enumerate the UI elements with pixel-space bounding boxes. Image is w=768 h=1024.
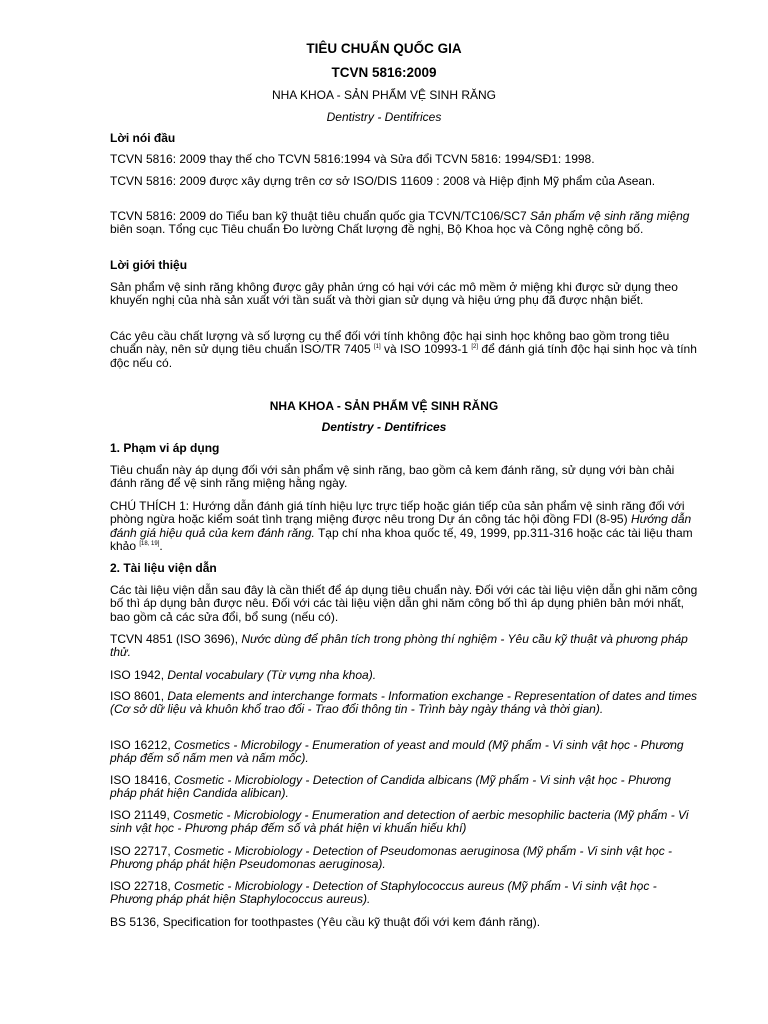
reference-item: ISO 18416, Cosmetic - Microbiology - Detection of Candida albicans (Mỹ phẩm - Vi sinh vật học - Phương pháp phát hiện Candida alibican). [110,773,671,801]
reference-item: ISO 22718, Cosmetic - Microbiology - Detection of Staphylococcus aureus (Mỹ phẩm - Vi sinh vật học - Phương pháp phát hiện Staphylococcus aureus). [110,879,657,907]
foreword-paragraph-2: TCVN 5816: 2009 được xây dựng trên cơ sở ISO/DIS 11609 : 2008 và Hiệp định Mỹ phẩm của Asean. [110,174,656,188]
standard-code: TCVN 5816:2009 [331,65,437,80]
reference-item: ISO 21149, Cosmetic - Microbiology - Enumeration and detection of aerbic mesophilic bacteria (Mỹ phẩm - Vi sinh vật học - Phương pháp đếm số và phát hiện vi khuẩn hiếu khí) [110,808,689,836]
reference-item: ISO 16212, Cosmetics - Microbilogy - Enumeration of yeast and mould (Mỹ phẩm - Vi sinh vật học - Phương pháp đếm số nấm men và nấm mốc). [110,738,684,766]
reference-item: ISO 22717, Cosmetic - Microbiology - Detection of Pseudomonas aeruginosa (Mỹ phẩm - Vi sinh vật học - Phương pháp phát hiện Pseudomonas aeruginosa). [110,844,673,872]
references-heading: 2. Tài liệu viện dẫn [110,561,217,575]
document-subtitle: NHA KHOA - SẢN PHẨM VỆ SINH RĂNG [271,88,497,102]
foreword-paragraph-1: TCVN 5816: 2009 thay thế cho TCVN 5816:1994 và Sửa đổi TCVN 5816: 1994/SĐ1: 1998. [110,152,595,166]
reference-item: ISO 8601, Data elements and interchange formats - Information exchange - Representation of dates and times (Cơ sở dữ liệu và khuôn khổ trao đổi - Trao đổi thông tin - Trình bày ngày tháng và thời gian). [110,689,698,717]
section-title: NHA KHOA - SẢN PHẨM VỆ SINH RĂNG [269,399,499,413]
scope-paragraph: Tiêu chuẩn này áp dụng đối với sản phẩm vệ sinh răng, bao gồm cả kem đánh răng, sử dụng với bàn chải đánh răng để vệ sinh răng miệng hằng ngày. [110,463,675,491]
intro-heading: Lời giới thiệu [110,258,188,272]
reference-item-last: BS 5136, Specification for toothpastes (Yêu cầu kỹ thuật đối với kem đánh răng). [110,915,541,929]
document-title: TIÊU CHUẨN QUỐC GIA [306,41,462,56]
document-subtitle-en: Dentistry - Dentifrices [326,110,442,124]
foreword-heading: Lời nói đầu [110,131,176,145]
scope-note: CHÚ THÍCH 1: Hướng dẫn đánh giá tính hiệu lực trực tiếp hoặc gián tiếp của sản phẩm vệ sinh răng đối với phòng ngừa hoặc kiểm soát tình trạng miệng được nêu trong Dự án công tác hội đồng FDI (8-95) Hướng dẫn đánh giá hiệu quả của kem đánh răng. Tạp chí nha khoa quốc tế, 49, 1999, pp.311-316 hoặc các tài liệu tham khảo [18, 19]. [110,499,693,554]
intro-paragraph-2: Các yêu cầu chất lượng và số lượng cụ thể đối với tính không độc hại sinh học không bao gồm trong tiêu chuẩn này, nên sử dụng tiêu chuẩn ISO/TR 7405 [1] và ISO 10993-1 [2] để đánh giá tính độc hại sinh học và tính độc nếu có. [110,329,697,370]
intro-paragraph-1: Sản phẩm vệ sinh răng không được gây phản ứng có hại với các mô mềm ở miệng khi được sử dụng theo khuyến nghị của nhà sản xuất với tần suất và thời gian sử dụng và hiệu ứng phụ đã được nhận biết. [110,280,678,308]
reference-item: TCVN 4851 (ISO 3696), Nước dùng để phân tích trong phòng thí nghiệm - Yêu cầu kỹ thuật và phương pháp thử. [110,632,688,660]
reference-item: ISO 1942, Dental vocabulary (Từ vựng nha khoa). [110,668,377,682]
scope-heading: 1. Phạm vi áp dụng [110,441,220,455]
foreword-paragraph-3: TCVN 5816: 2009 do Tiểu ban kỹ thuật tiêu chuẩn quốc gia TCVN/TC106/SC7 Sản phẩm vệ sinh răng miệng biên soạn. Tổng cục Tiêu chuẩn Đo lường Chất lượng đề nghị, Bộ Khoa học và Công nghệ công bố. [110,209,690,237]
section-title-en: Dentistry - Dentifrices [321,420,447,434]
references-intro: Các tài liệu viện dẫn sau đây là cần thiết để áp dụng tiêu chuẩn này. Đối với các tài liệu viện dẫn ghi năm công bố thì áp dụng bản được nêu. Đối với các tài liệu viện dẫn ghi năm công bố thì áp dụng phiên bản mới nhất, bao gồm cả các sửa đổi, bổ sung (nếu có). [110,583,698,624]
